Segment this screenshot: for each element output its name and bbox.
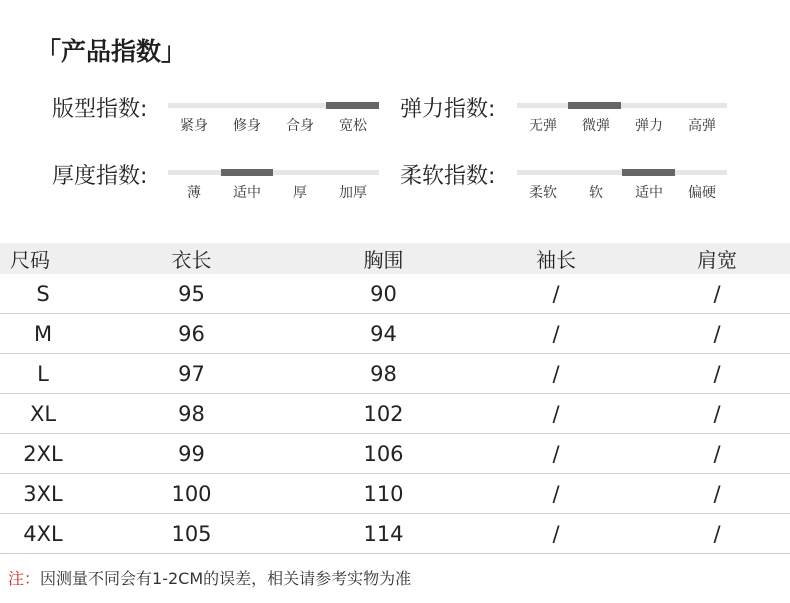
note-prefix: 注： (8, 569, 41, 588)
table-row (0, 434, 790, 474)
length-cell: 96 (86, 314, 297, 354)
table-row (0, 394, 790, 434)
size-cell: 3XL (0, 474, 86, 514)
size-cell: L (0, 354, 86, 394)
size-cell: 2XL (0, 434, 86, 474)
chest-cell: 94 (297, 314, 470, 354)
elasticity-index-track (517, 103, 727, 108)
thickness-option: 加厚 (339, 185, 367, 201)
elasticity-option: 高弹 (688, 118, 716, 134)
thickness-index-label: 厚度指数: (52, 164, 148, 189)
sleeve-cell: / (470, 514, 642, 554)
shoulder-cell: / (642, 274, 790, 314)
chest-cell: 106 (297, 434, 470, 474)
measurement-note (8, 566, 411, 589)
shoulder-cell: / (642, 354, 790, 394)
thickness-option: 薄 (187, 185, 201, 201)
size-table-header (0, 243, 790, 274)
sleeve-cell: / (470, 394, 642, 434)
header-chest: 胸围 (297, 243, 470, 274)
table-row (0, 314, 790, 354)
length-cell: 105 (86, 514, 297, 554)
fit-index-track (168, 103, 379, 108)
table-row (0, 514, 790, 554)
shoulder-cell: / (642, 434, 790, 474)
header-size: 尺码 (0, 243, 86, 274)
softness-index-selected-bar (622, 169, 675, 176)
softness-option: 适中 (635, 185, 663, 201)
elasticity-option: 无弹 (529, 118, 557, 134)
header-sleeve: 袖长 (470, 243, 642, 274)
fit-index-label: 版型指数: (52, 97, 148, 122)
fit-index-selected-bar (326, 102, 379, 109)
thickness-index (52, 159, 382, 209)
section-title: 「产品指数」 (36, 37, 187, 66)
length-cell: 99 (86, 434, 297, 474)
thickness-option: 适中 (233, 185, 261, 201)
chest-cell: 98 (297, 354, 470, 394)
fit-index (52, 92, 382, 142)
fit-option: 紧身 (180, 118, 208, 134)
length-cell: 100 (86, 474, 297, 514)
chest-cell: 114 (297, 514, 470, 554)
fit-option: 修身 (233, 118, 261, 134)
shoulder-cell: / (642, 474, 790, 514)
shoulder-cell: / (642, 314, 790, 354)
softness-option: 软 (589, 185, 603, 201)
softness-option: 柔软 (529, 185, 557, 201)
sleeve-cell: / (470, 314, 642, 354)
softness-index-label: 柔软指数: (400, 164, 496, 189)
elasticity-index-selected-bar (568, 102, 621, 109)
shoulder-cell: / (642, 394, 790, 434)
size-cell: XL (0, 394, 86, 434)
length-cell: 95 (86, 274, 297, 314)
note-text: 因测量不同会有1-2CM的误差，相关请参考实物为准 (40, 569, 412, 588)
elasticity-index (400, 92, 730, 142)
size-cell: M (0, 314, 86, 354)
chest-cell: 90 (297, 274, 470, 314)
size-cell: S (0, 274, 86, 314)
header-length: 衣长 (86, 243, 297, 274)
table-row (0, 474, 790, 514)
length-cell: 98 (86, 394, 297, 434)
table-row (0, 274, 790, 314)
sleeve-cell: / (470, 434, 642, 474)
sleeve-cell: / (470, 274, 642, 314)
fit-option: 宽松 (339, 118, 367, 134)
size-cell: 4XL (0, 514, 86, 554)
chest-cell: 110 (297, 474, 470, 514)
thickness-option: 厚 (293, 185, 307, 201)
length-cell: 97 (86, 354, 297, 394)
fit-option: 合身 (286, 118, 314, 134)
elasticity-option: 微弹 (582, 118, 610, 134)
softness-index-track (517, 170, 727, 175)
sleeve-cell: / (470, 354, 642, 394)
header-shoulder: 肩宽 (642, 243, 790, 274)
thickness-index-selected-bar (221, 169, 273, 176)
sleeve-cell: / (470, 474, 642, 514)
softness-index (400, 159, 730, 209)
chest-cell: 102 (297, 394, 470, 434)
softness-option: 偏硬 (688, 185, 716, 201)
elasticity-option: 弹力 (635, 118, 663, 134)
thickness-index-track (168, 170, 379, 175)
shoulder-cell: / (642, 514, 790, 554)
size-table (0, 243, 790, 554)
table-row (0, 354, 790, 394)
elasticity-index-label: 弹力指数: (400, 97, 496, 122)
